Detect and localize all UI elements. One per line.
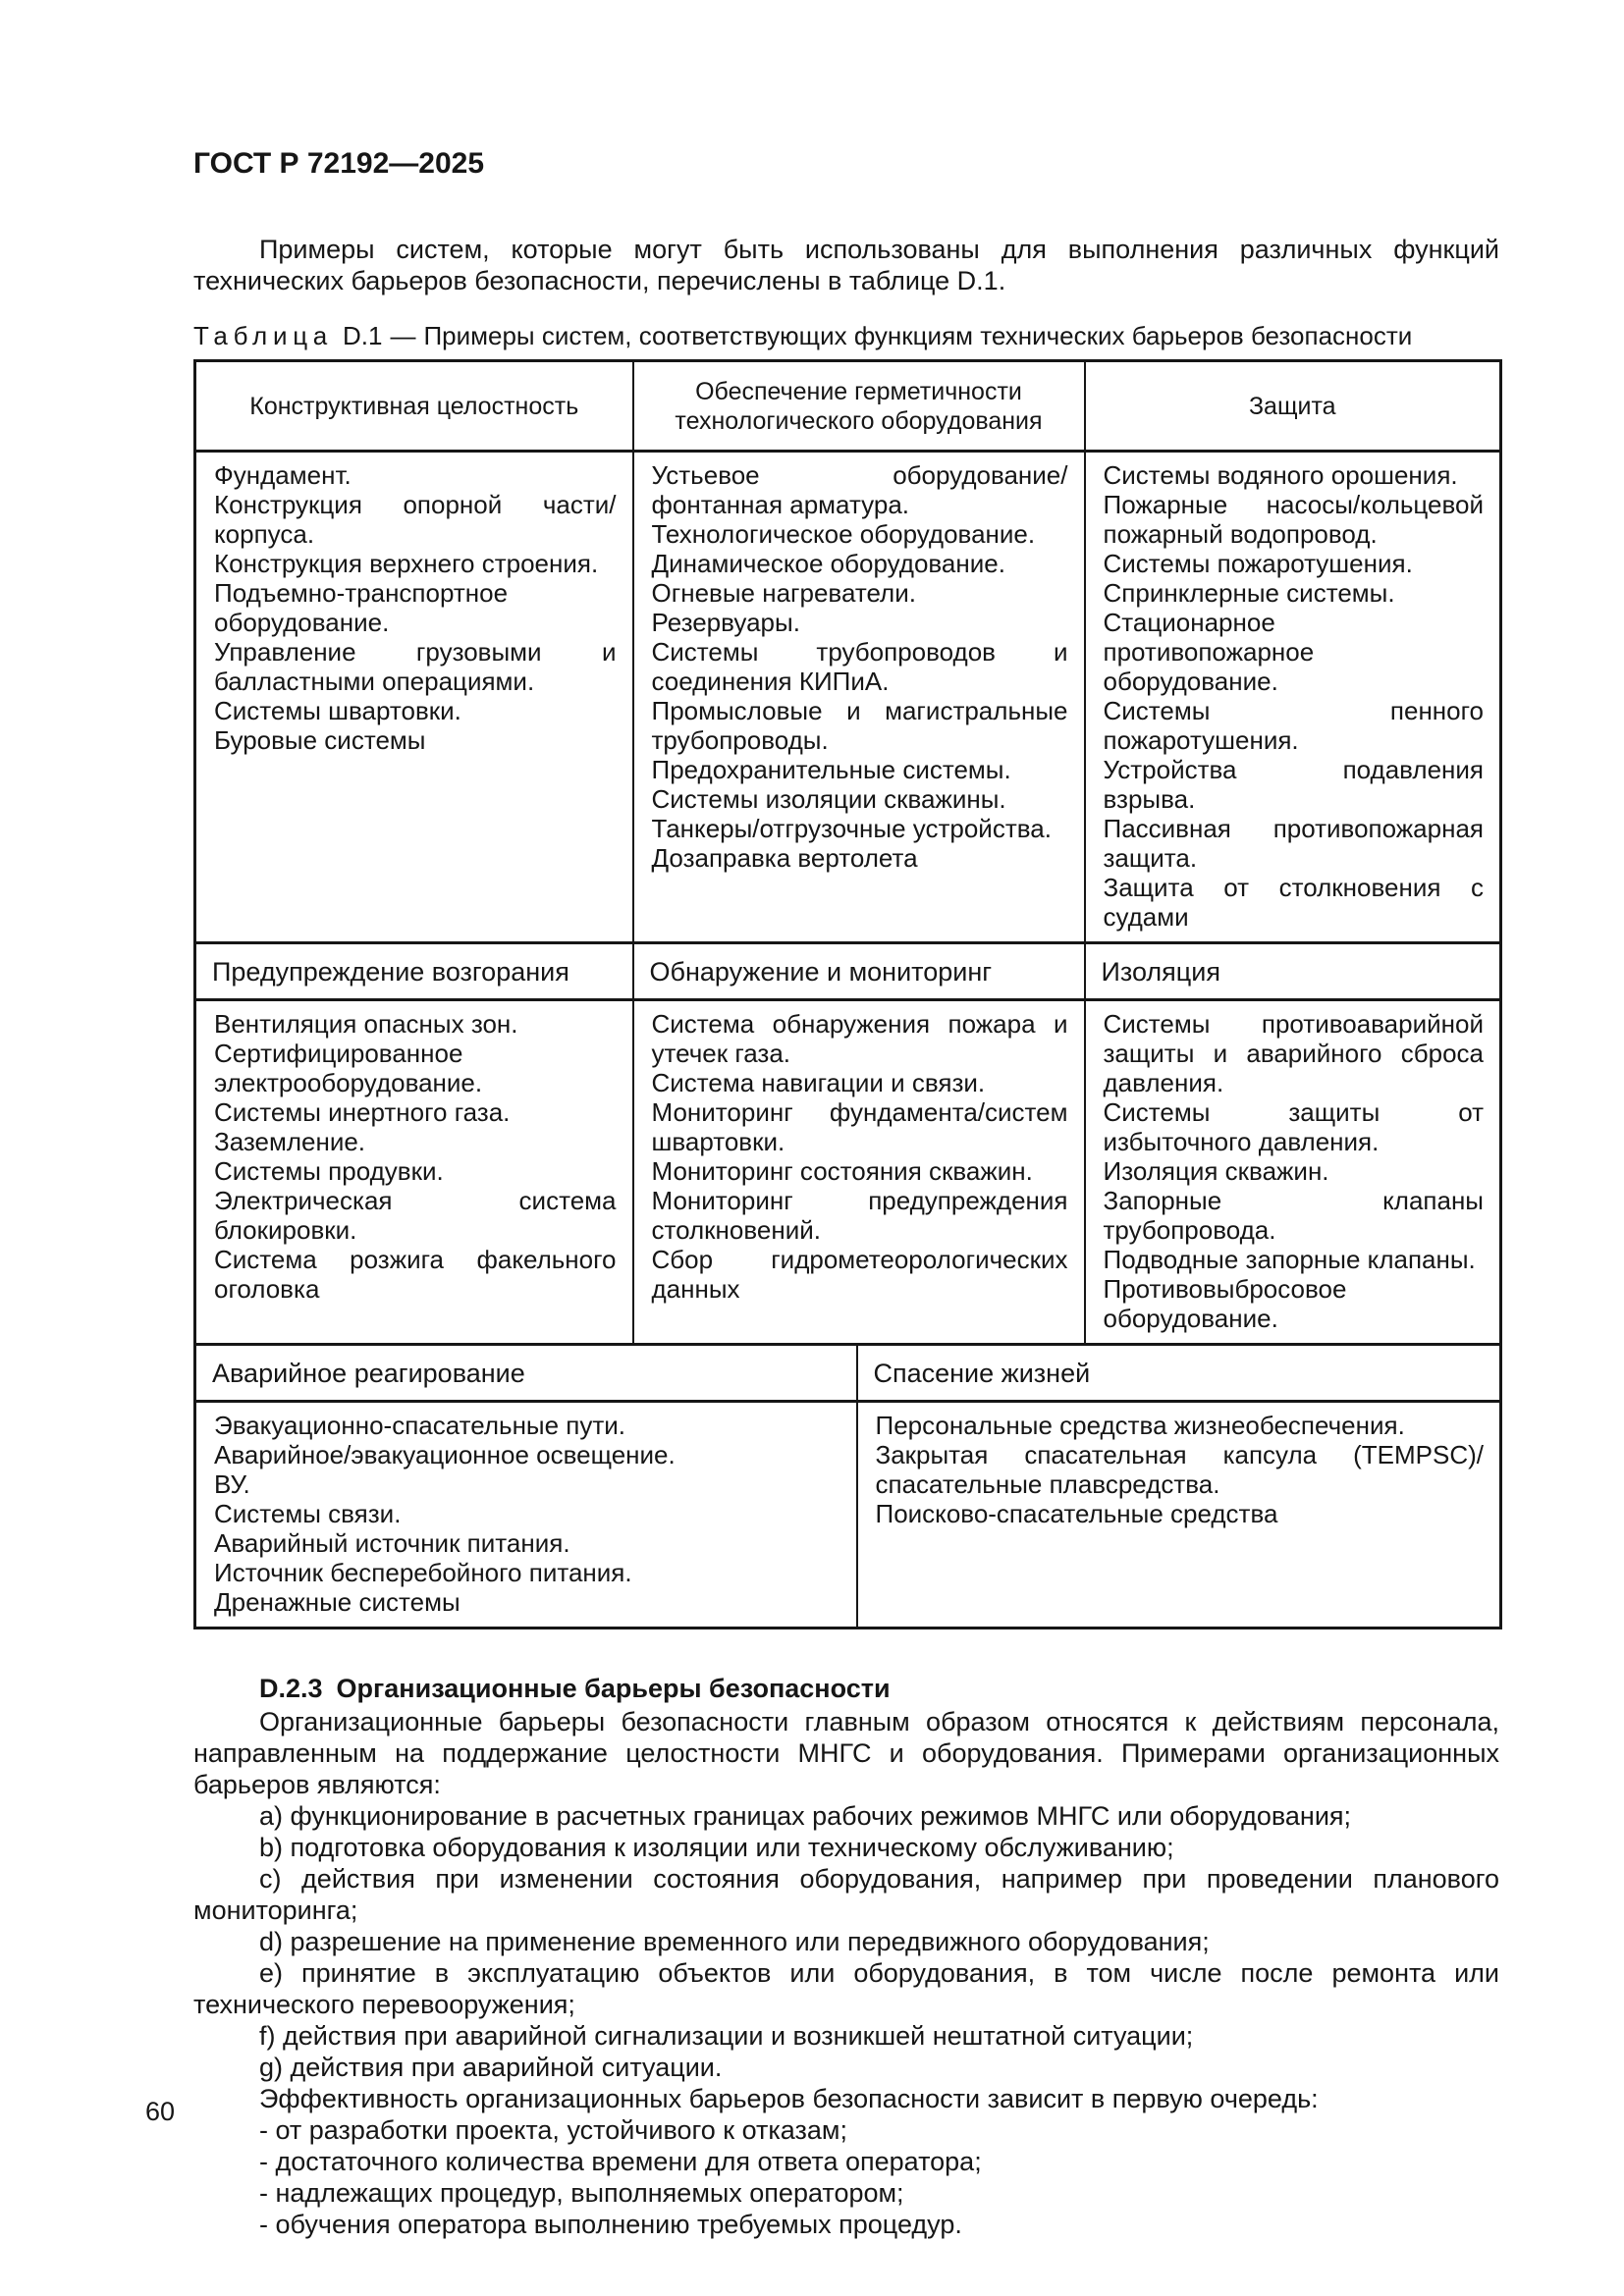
text-line: f) действия при аварийной сигнализации и возникшей нештатной ситуации; — [259, 2021, 1194, 2051]
text-line: - надлежащих процедур, выполняемых оператором; — [259, 2178, 904, 2208]
text-line: Устройства подавления взрыва. — [1103, 755, 1484, 814]
text-line: Мониторинг состояния скважин. — [651, 1156, 1033, 1186]
document-number-header: ГОСТ Р 72192—2025 — [193, 147, 485, 180]
text-line: a) функционирование в расчетных границах рабочих режимов МНГС или оборудования; — [259, 1801, 1352, 1831]
text-line: Пассивная противопожарная защита. — [1103, 814, 1484, 873]
dash-list — [193, 2114, 1499, 2240]
cell-structural-integrity — [195, 452, 633, 943]
header-containment: Обеспечение герметичности технологического оборудования — [633, 361, 1085, 452]
text-line: e) принятие в эксплуатацию объектов или оборудования, в том числе после ремонта или технического перевооружения; — [193, 1958, 1499, 2019]
table-header-row-1 — [195, 361, 1501, 452]
text-line: Заземление. — [214, 1127, 366, 1156]
text-line: Управление грузовыми и балластными операциями. — [214, 637, 617, 696]
text-line: Предохранительные системы. — [651, 755, 1011, 784]
text-line: Изоляция скважин. — [1103, 1156, 1329, 1186]
text-line: Конструкция опорной части/корпуса. — [214, 490, 617, 549]
table-caption-word: Таблица — [193, 321, 333, 350]
text-line: Системы инертного газа. — [214, 1097, 511, 1127]
text-line: Система навигации и связи. — [651, 1068, 986, 1097]
header-detection-monitoring: Обнаружение и мониторинг — [633, 943, 1085, 1000]
text-line: Источник бесперебойного питания. — [214, 1558, 632, 1587]
text-line: ВУ. — [214, 1469, 250, 1499]
text-line: Аварийное/эвакуационное освещение. — [214, 1440, 676, 1469]
table-header-row-3 — [195, 1345, 1501, 1402]
text-line: Динамическое оборудование. — [651, 549, 1005, 578]
text-line: Фундамент. — [214, 460, 352, 490]
table-header-row-2 — [195, 943, 1501, 1000]
text-line: Противовыбросовое оборудование. — [1103, 1274, 1347, 1333]
text-line: Мониторинг фундамента/систем швартовки. — [651, 1097, 1068, 1156]
text-line: Вентиляция опасных зон. — [214, 1009, 518, 1039]
section-number: D.2.3 — [259, 1674, 323, 1703]
text-line: Система обнаружения пожара и утечек газа. — [651, 1009, 1068, 1068]
text-line: Сбор гидрометеорологических данных — [651, 1245, 1068, 1304]
text-line: Системы связи. — [214, 1499, 402, 1528]
cell-detection-monitoring — [633, 1000, 1085, 1345]
text-line: Дозаправка вертолета — [651, 843, 918, 873]
text-line: Стационарное противопожарное оборудование. — [1103, 608, 1315, 696]
header-emergency-response: Аварийное реагирование — [195, 1345, 857, 1402]
text-line: Системы водяного орошения. — [1103, 460, 1458, 490]
text-line: Системы пожаротушения. — [1103, 549, 1413, 578]
header-isolation: Изоляция — [1085, 943, 1501, 1000]
table-body-row-2 — [195, 1000, 1501, 1345]
text-line: - обучения оператора выполнению требуемых процедур. — [259, 2210, 962, 2239]
text-line: Устьевое оборудование/фонтанная арматура. — [651, 460, 1068, 519]
text-line: Персональные средства жизнеобеспечения. — [875, 1411, 1405, 1440]
header-ignition-prevention: Предупреждение возгорания — [195, 943, 633, 1000]
text-line: Система розжига факельного оголовка — [214, 1245, 617, 1304]
text-line: Промысловые и магистральные трубопроводы. — [651, 696, 1068, 755]
table-body-row-3 — [195, 1402, 1501, 1629]
text-line: c) действия при изменении состояния оборудования, например при проведении планового мониторинга; — [193, 1864, 1499, 1925]
lettered-list — [193, 1800, 1499, 2083]
text-line: Спринклерные системы. — [1103, 578, 1395, 608]
text-line: Поисково-спасательные средства — [875, 1499, 1278, 1528]
text-line: Аварийный источник питания. — [214, 1528, 570, 1558]
text-line: Системы изоляции скважины. — [651, 784, 1006, 814]
table-caption-text: Примеры систем, соответствующих функциям технических барьеров безопасности — [423, 321, 1413, 350]
section-title: Организационные барьеры безопасности — [336, 1674, 891, 1703]
text-line: d) разрешение на применение временного или передвижного оборудования; — [259, 1927, 1210, 1956]
text-line: Подводные запорные клапаны. — [1103, 1245, 1476, 1274]
safety-barriers-table — [193, 359, 1502, 1629]
text-line: Буровые системы — [214, 725, 426, 755]
page-number: 60 — [145, 2097, 176, 2126]
text-line: Закрытая спасательная капсула (TEMPSC)/спасательные плавсредства. — [875, 1440, 1484, 1499]
text-line: Электрическая система блокировки. — [214, 1186, 617, 1245]
intro-paragraph: Примеры систем, которые могут быть использованы для выполнения различных функций технических барьеров безопасности, перечислены в таблице D.1. — [193, 235, 1499, 295]
header-protection: Защита — [1085, 361, 1501, 452]
text-line: Танкеры/отгрузочные устройства. — [651, 814, 1052, 843]
header-structural-integrity: Конструктивная целостность — [195, 361, 633, 452]
text-line: Эвакуационно-спасательные пути. — [214, 1411, 626, 1440]
text-line: Системы защиты от избыточного давления. — [1103, 1097, 1484, 1156]
cell-emergency-response — [195, 1402, 857, 1629]
section-paragraph-1: Организационные барьеры безопасности главным образом относятся к действиям персонала, направленным на поддержание целостности МНГС и оборудования. Примерами организационных барьеров являются: — [193, 1707, 1499, 1799]
header-life-saving: Спасение жизней — [857, 1345, 1501, 1402]
text-line: b) подготовка оборудования к изоляции или техническому обслуживанию; — [259, 1833, 1174, 1862]
table-caption-dash: — — [390, 321, 416, 350]
text-line: Системы пенного пожаротушения. — [1103, 696, 1484, 755]
text-line: Подъемно-транспортное оборудование. — [214, 578, 509, 637]
text-line: - от разработки проекта, устойчивого к отказам; — [259, 2115, 847, 2145]
text-line: Дренажные системы — [214, 1587, 460, 1617]
section-paragraph-2: Эффективность организационных барьеров безопасности зависит в первую очередь: — [259, 2084, 1319, 2113]
text-line: Резервуары. — [651, 608, 800, 637]
table-body-row-1 — [195, 452, 1501, 943]
cell-containment — [633, 452, 1085, 943]
text-line: Системы швартовки. — [214, 696, 461, 725]
text-line: Системы противоаварийной защиты и аварийного сброса давления. — [1103, 1009, 1484, 1097]
text-line: Системы трубопроводов и соединения КИПиА. — [651, 637, 1068, 696]
cell-protection — [1085, 452, 1501, 943]
table-caption-number: D.1 — [342, 321, 383, 350]
text-line: Конструкция верхнего строения. — [214, 549, 599, 578]
text-line: Огневые нагреватели. — [651, 578, 916, 608]
text-line: - достаточного количества времени для ответа оператора; — [259, 2147, 982, 2176]
text-line: Пожарные насосы/кольцевой пожарный водопровод. — [1103, 490, 1484, 549]
cell-isolation — [1085, 1000, 1501, 1345]
cell-ignition-prevention — [195, 1000, 633, 1345]
text-line: Сертифицированное электрооборудование. — [214, 1039, 483, 1097]
table-caption — [193, 320, 1499, 351]
text-line: Системы продувки. — [214, 1156, 444, 1186]
text-line: g) действия при аварийной ситуации. — [259, 2053, 723, 2082]
section-heading-d23 — [193, 1673, 1499, 1704]
text-line: Мониторинг предупреждения столкновений. — [651, 1186, 1068, 1245]
cell-life-saving — [857, 1402, 1501, 1629]
text-line: Защита от столкновения с судами — [1103, 873, 1484, 932]
text-line: Запорные клапаны трубопровода. — [1103, 1186, 1484, 1245]
text-line: Технологическое оборудование. — [651, 519, 1036, 549]
